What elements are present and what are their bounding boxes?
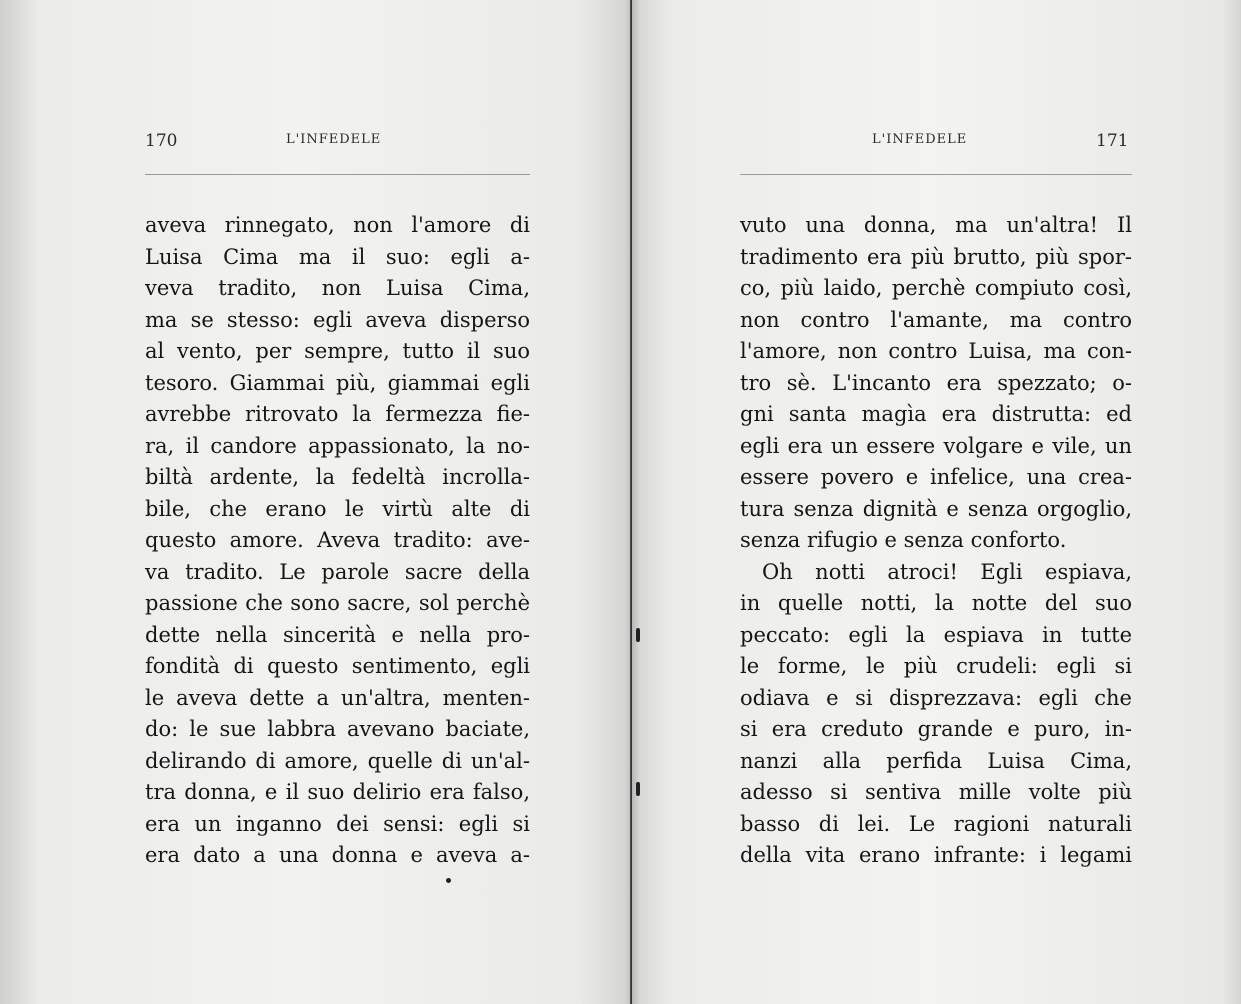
text-line: ra, il candore appassionato, la no- bbox=[145, 433, 530, 458]
text-line: era dato a una donna e aveva a- bbox=[145, 843, 530, 867]
text-line: tro sè. L'incanto era spezzato; o- bbox=[740, 370, 1132, 395]
text-line: si era creduto grande e puro, in- bbox=[740, 717, 1132, 741]
text-line: peccato: egli la espiava in tutte bbox=[740, 622, 1132, 647]
text-line: della vita erano infrante: i legami bbox=[740, 843, 1132, 867]
text-line: adesso si sentiva mille volte più bbox=[740, 780, 1132, 804]
text-line: questo amore. Aveva tradito: ave- bbox=[145, 528, 530, 552]
text-line: fondità di questo sentimento, egli bbox=[145, 654, 530, 678]
text-line: nanzi alla perfida Luisa Cima, bbox=[740, 748, 1132, 773]
text-line: basso di lei. Le ragioni naturali bbox=[740, 811, 1132, 836]
text-line: veva tradito, non Luisa Cima, bbox=[145, 276, 530, 300]
text-line: in quelle notti, la notte del suo bbox=[740, 591, 1132, 615]
text-line: va tradito. Le parole sacre della bbox=[145, 559, 530, 584]
right-header-rule bbox=[740, 174, 1132, 175]
text-line: gni santa magìa era distrutta: ed bbox=[740, 402, 1132, 426]
right-running-head: L'INFEDELE bbox=[872, 132, 968, 147]
gutter-mark bbox=[636, 628, 640, 642]
right-text-block bbox=[740, 210, 1132, 872]
text-line: vuto una donna, ma un'altra! Il bbox=[740, 213, 1132, 237]
text-line: bile, che erano le virtù alte di bbox=[145, 496, 530, 521]
right-page-number: 171 bbox=[1096, 131, 1129, 151]
text-line: le aveva dette a un'altra, menten- bbox=[145, 685, 530, 710]
text-line: tura senza dignità e senza orgoglio, bbox=[740, 496, 1132, 521]
text-line: al vento, per sempre, tutto il suo bbox=[145, 339, 530, 363]
text-line: egli era un essere volgare e vile, un bbox=[740, 433, 1132, 458]
text-line: ma se stesso: egli aveva disperso bbox=[145, 307, 530, 332]
text-line: senza rifugio e senza conforto. bbox=[740, 528, 1067, 552]
text-line: Oh notti atroci! Egli espiava, bbox=[762, 559, 1132, 584]
left-running-head: L'INFEDELE bbox=[286, 132, 382, 147]
text-line: tra donna, e il suo delirio era falso, bbox=[145, 780, 530, 804]
text-line: avrebbe ritrovato la fermezza fie- bbox=[145, 402, 530, 426]
text-line: tradimento era più brutto, più spor- bbox=[740, 244, 1132, 269]
text-line: co, più laido, perchè compiuto così, bbox=[740, 276, 1132, 300]
text-line: era un inganno dei sensi: egli si bbox=[145, 811, 530, 836]
text-line: essere povero e infelice, una crea- bbox=[740, 465, 1132, 489]
text-line: biltà ardente, la fedeltà incrolla- bbox=[145, 465, 530, 489]
text-line: passione che sono sacre, sol perchè bbox=[145, 591, 530, 615]
gutter-mark bbox=[636, 782, 640, 796]
left-page-number: 170 bbox=[145, 131, 178, 151]
ink-speck bbox=[446, 878, 451, 883]
text-line: aveva rinnegato, non l'amore di bbox=[145, 213, 530, 237]
text-line: tesoro. Giammai più, giammai egli bbox=[145, 370, 530, 395]
text-line: le forme, le più crudeli: egli si bbox=[740, 654, 1132, 678]
text-line: do: le sue labbra avevano baciate, bbox=[145, 717, 530, 741]
text-line: l'amore, non contro Luisa, ma con- bbox=[740, 339, 1132, 363]
text-line: non contro l'amante, ma contro bbox=[740, 307, 1132, 332]
text-line: delirando di amore, quelle di un'al- bbox=[145, 748, 530, 773]
left-header-rule bbox=[145, 174, 530, 175]
left-text-block bbox=[145, 210, 530, 872]
text-line: Luisa Cima ma il suo: egli a- bbox=[145, 244, 530, 269]
text-line: odiava e si disprezzava: egli che bbox=[740, 685, 1132, 710]
text-line: dette nella sincerità e nella pro- bbox=[145, 622, 530, 647]
right-page bbox=[632, 0, 1241, 1004]
